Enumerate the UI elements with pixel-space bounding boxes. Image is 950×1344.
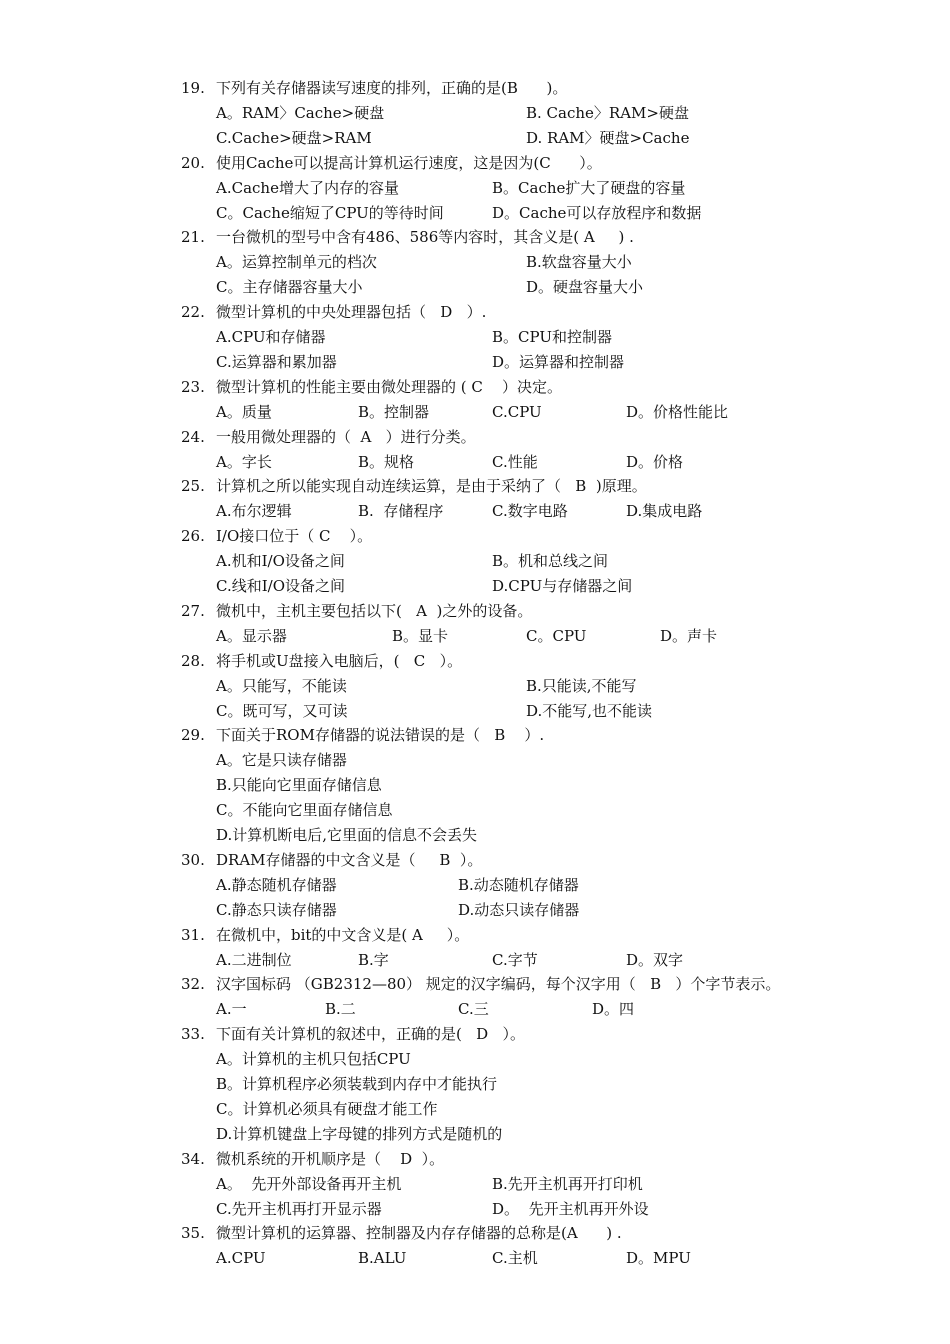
- answer-option: A。运算控制单元的档次: [216, 253, 377, 272]
- answer-option: D.不能写,也不能读: [526, 701, 653, 720]
- question-stem: 下面有关计算机的叙述中，正确的是( D ）。: [216, 1025, 525, 1044]
- answer-option: D。Cache可以存放程序和数据: [492, 203, 702, 222]
- question-number: 19.: [181, 79, 205, 97]
- answer-option: C.线和I/O设备之间: [216, 577, 345, 595]
- answer-option: B。Cache扩大了硬盘的容量: [492, 178, 686, 197]
- question-number: 24.: [181, 427, 205, 446]
- answer-option: C。Cache缩短了CPU的等待时间: [216, 203, 444, 222]
- answer-option: B。控制器: [358, 402, 430, 421]
- answer-option: A.一: [216, 1000, 247, 1019]
- answer-option: C.性能: [492, 452, 538, 471]
- answer-option: C。计算机必须具有硬盘才能工作: [216, 1099, 438, 1118]
- answer-option: C.数字电路: [492, 502, 568, 521]
- answer-option: B。机和总线之间: [492, 552, 609, 571]
- answer-option: C。不能向它里面存储信息: [216, 801, 393, 820]
- answer-option: C.Cache>硬盘>RAM: [216, 128, 372, 147]
- answer-option: A.机和I/O设备之间: [216, 552, 345, 571]
- answer-option: B.二: [325, 1000, 356, 1019]
- question-number: 34.: [181, 1149, 205, 1168]
- question-stem: 微型计算机的运算器、控制器及内存存储器的总称是(A ) .: [216, 1224, 622, 1243]
- question-number: 27.: [181, 601, 205, 620]
- answer-option: C.字节: [492, 950, 538, 969]
- question-stem: 计算机之所以能实现自动连续运算，是由于采纳了（ B )原理。: [216, 477, 647, 496]
- answer-option: B.只能向它里面存储信息: [216, 776, 382, 795]
- answer-option: B。规格: [358, 452, 415, 471]
- question-stem: 将手机或U盘接入电脑后，( C ）。: [216, 651, 463, 670]
- answer-option: D.集成电路: [626, 502, 703, 521]
- question-stem: 微机中，主机主要包括以下( A )之外的设备。: [216, 601, 533, 620]
- answer-option: D。四: [592, 1000, 635, 1019]
- question-number: 35.: [181, 1224, 205, 1243]
- answer-option: D。硬盘容量大小: [526, 278, 644, 297]
- question-number: 25.: [181, 477, 205, 496]
- question-number: 30.: [181, 850, 205, 869]
- answer-option: C.静态只读存储器: [216, 900, 337, 919]
- answer-option: D。运算器和控制器: [492, 352, 625, 371]
- question-stem: DRAM存储器的中文含义是（ B ）。: [216, 850, 483, 869]
- answer-option: A。它是只读存储器: [216, 751, 347, 770]
- answer-option: B。CPU和控制器: [492, 328, 612, 346]
- question-number: 22.: [181, 303, 205, 322]
- question-number: 31.: [181, 925, 205, 944]
- question-stem: 一台微机的型号中含有486、586等内容时，其含义是( A ) .: [216, 228, 634, 247]
- answer-option: B.软盘容量大小: [526, 253, 632, 272]
- answer-option: B.只能读,不能写: [526, 676, 637, 695]
- answer-option: A.Cache增大了内存的容量: [216, 178, 399, 197]
- answer-option: A.二进制位: [216, 950, 292, 969]
- question-stem: 下列有关存储器读写速度的排列，正确的是(B )。: [216, 79, 568, 97]
- answer-option: A。显示器: [216, 626, 287, 645]
- answer-option: C.CPU: [492, 402, 542, 421]
- answer-option: A。质量: [216, 402, 272, 421]
- answer-option: D.计算机断电后,它里面的信息不会丢失: [216, 826, 478, 844]
- question-stem: 汉字国标码 （GB2312—80） 规定的汉字编码，每个汉字用（ B ）个字节表示。: [216, 975, 781, 994]
- question-number: 28.: [181, 651, 205, 670]
- question-number: 29.: [181, 726, 205, 745]
- answer-option: A。RAM〉Cache>硬盘: [216, 103, 385, 122]
- answer-option: C.运算器和累加器: [216, 352, 337, 371]
- answer-option: D。双字: [626, 950, 684, 969]
- answer-option: B。计算机程序必须装载到内存中才能执行: [216, 1075, 498, 1093]
- answer-option: D。 先开主机再开外设: [492, 1199, 649, 1218]
- question-stem: 微机系统的开机顺序是（ D ）。: [216, 1149, 445, 1168]
- answer-option: B。显卡: [392, 626, 449, 645]
- question-number: 33.: [181, 1025, 205, 1044]
- answer-option: C.三: [458, 1000, 489, 1019]
- answer-option: C。主存储器容量大小: [216, 278, 363, 297]
- question-stem: 下面关于ROM存储器的说法错误的是（ B ）.: [216, 726, 545, 745]
- question-number: 20.: [181, 153, 205, 172]
- answer-option: D.计算机键盘上字母键的排列方式是随机的: [216, 1124, 503, 1143]
- answer-option: A。计算机的主机只包括CPU: [216, 1050, 411, 1069]
- answer-option: B.字: [358, 950, 389, 969]
- question-number: 23.: [181, 377, 205, 396]
- answer-option: C。既可写，又可读: [216, 701, 348, 720]
- answer-option: C.先开主机再打开显示器: [216, 1199, 382, 1218]
- question-stem: 在微机中，bit的中文含义是( A ）。: [216, 925, 470, 944]
- answer-option: B. 存储程序: [358, 502, 444, 521]
- question-stem: 微型计算机的性能主要由微处理器的 ( C ）决定。: [216, 377, 562, 396]
- answer-option: B.先开主机再开打印机: [492, 1174, 643, 1193]
- answer-option: C。CPU: [526, 626, 587, 645]
- answer-option: D。价格性能比: [626, 402, 729, 421]
- answer-option: D.动态只读存储器: [458, 900, 580, 919]
- answer-option: A。只能写，不能读: [216, 676, 347, 695]
- answer-option: A.CPU和存储器: [216, 328, 326, 346]
- answer-option: C.主机: [492, 1249, 538, 1268]
- answer-option: B.ALU: [358, 1249, 407, 1268]
- answer-option: A.静态随机存储器: [216, 875, 337, 894]
- answer-option: D。声卡: [660, 626, 718, 645]
- answer-option: D。价格: [626, 452, 684, 471]
- question-stem: I/O接口位于（ C ）。: [216, 527, 373, 546]
- question-stem: 一般用微处理器的（ A ）进行分类。: [216, 427, 476, 446]
- answer-option: A。 先开外部设备再开主机: [216, 1174, 402, 1193]
- question-number: 26.: [181, 527, 205, 546]
- answer-option: D.CPU与存储器之间: [492, 577, 633, 595]
- answer-option: D。MPU: [626, 1249, 691, 1268]
- answer-option: B.动态随机存储器: [458, 875, 579, 894]
- answer-option: A.布尔逻辑: [216, 502, 292, 521]
- question-number: 21.: [181, 228, 205, 247]
- answer-option: A。字长: [216, 452, 272, 471]
- question-number: 32.: [181, 975, 205, 994]
- question-stem: 微型计算机的中央处理器包括（ D ）.: [216, 303, 487, 322]
- question-stem: 使用Cache可以提高计算机运行速度，这是因为(C ）。: [216, 153, 602, 172]
- answer-option: B. Cache〉RAM>硬盘: [526, 103, 689, 122]
- answer-option: D. RAM〉硬盘>Cache: [526, 128, 690, 147]
- answer-option: A.CPU: [216, 1249, 266, 1268]
